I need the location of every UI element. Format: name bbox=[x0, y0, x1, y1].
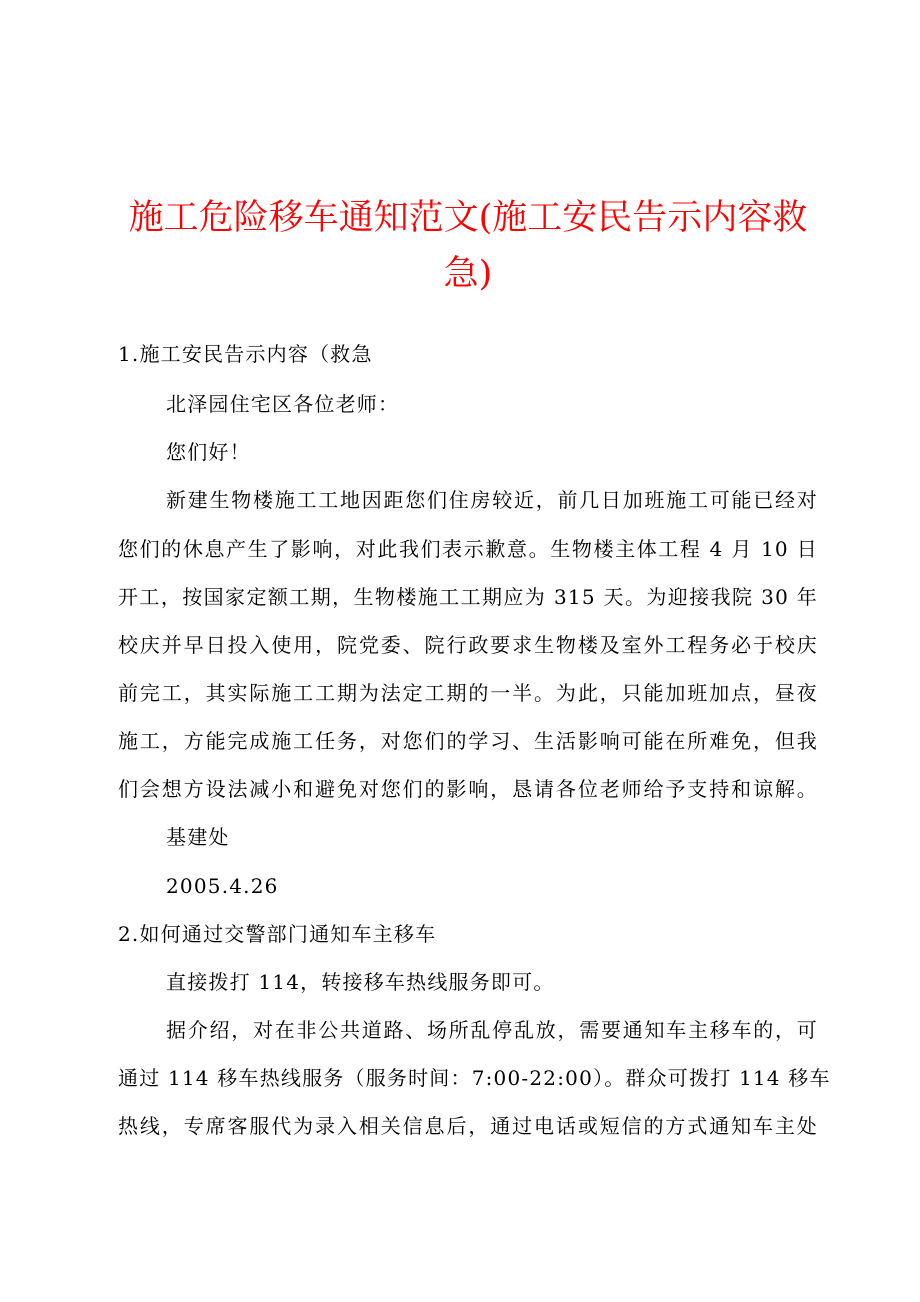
section-2-body-line-1: 据介绍，对在非公共道路、场所乱停乱放，需要通知车主移车的，可 bbox=[166, 1018, 818, 1042]
section-2-heading: 2.如何通过交警部门通知车主移车 bbox=[118, 922, 437, 946]
signature: 基建处 bbox=[166, 825, 230, 849]
body-line-4: 校庆并早日投入使用，院党委、院行政要求生物楼及室外工程务必于校庆 bbox=[118, 633, 818, 657]
body-line-5: 前完工，其实际施工工期为法定工期的一半。为此，只能加班加点，昼夜 bbox=[118, 681, 818, 705]
document-title: 施工危险移车通知范文(施工安民告示内容救急) bbox=[128, 198, 808, 294]
salutation: 北泽园住宅区各位老师： bbox=[166, 392, 400, 416]
date: 2005.4.26 bbox=[166, 874, 279, 898]
greeting: 您们好！ bbox=[166, 440, 251, 464]
section-2-body-line-2: 通过 114 移车热线服务（服务时间：7:00-22:00）。群众可拨打 114 移车 bbox=[118, 1066, 831, 1090]
body-line-1: 新建生物楼施工工地因距您们住房较近，前几日加班施工可能已经对 bbox=[166, 488, 818, 512]
body-line-6: 施工，方能完成施工任务，对您们的学习、生活影响可能在所难免，但我 bbox=[118, 729, 818, 753]
body-line-7: 们会想方设法减小和避免对您们的影响，恳请各位老师给予支持和谅解。 bbox=[118, 777, 818, 801]
section-2-body-line-3: 热线，专席客服代为录入相关信息后，通过电话或短信的方式通知车主处 bbox=[118, 1114, 818, 1138]
section-2-line-1: 直接拨打 114，转接移车热线服务即可。 bbox=[166, 970, 555, 994]
section-1-heading: 1.施工安民告示内容（救急 bbox=[118, 342, 373, 366]
body-line-3: 开工，按国家定额工期，生物楼施工工期应为 315 天。为迎接我院 30 年 bbox=[118, 585, 818, 609]
body-line-2: 您们的休息产生了影响，对此我们表示歉意。生物楼主体工程 4 月 10 日 bbox=[118, 537, 818, 561]
